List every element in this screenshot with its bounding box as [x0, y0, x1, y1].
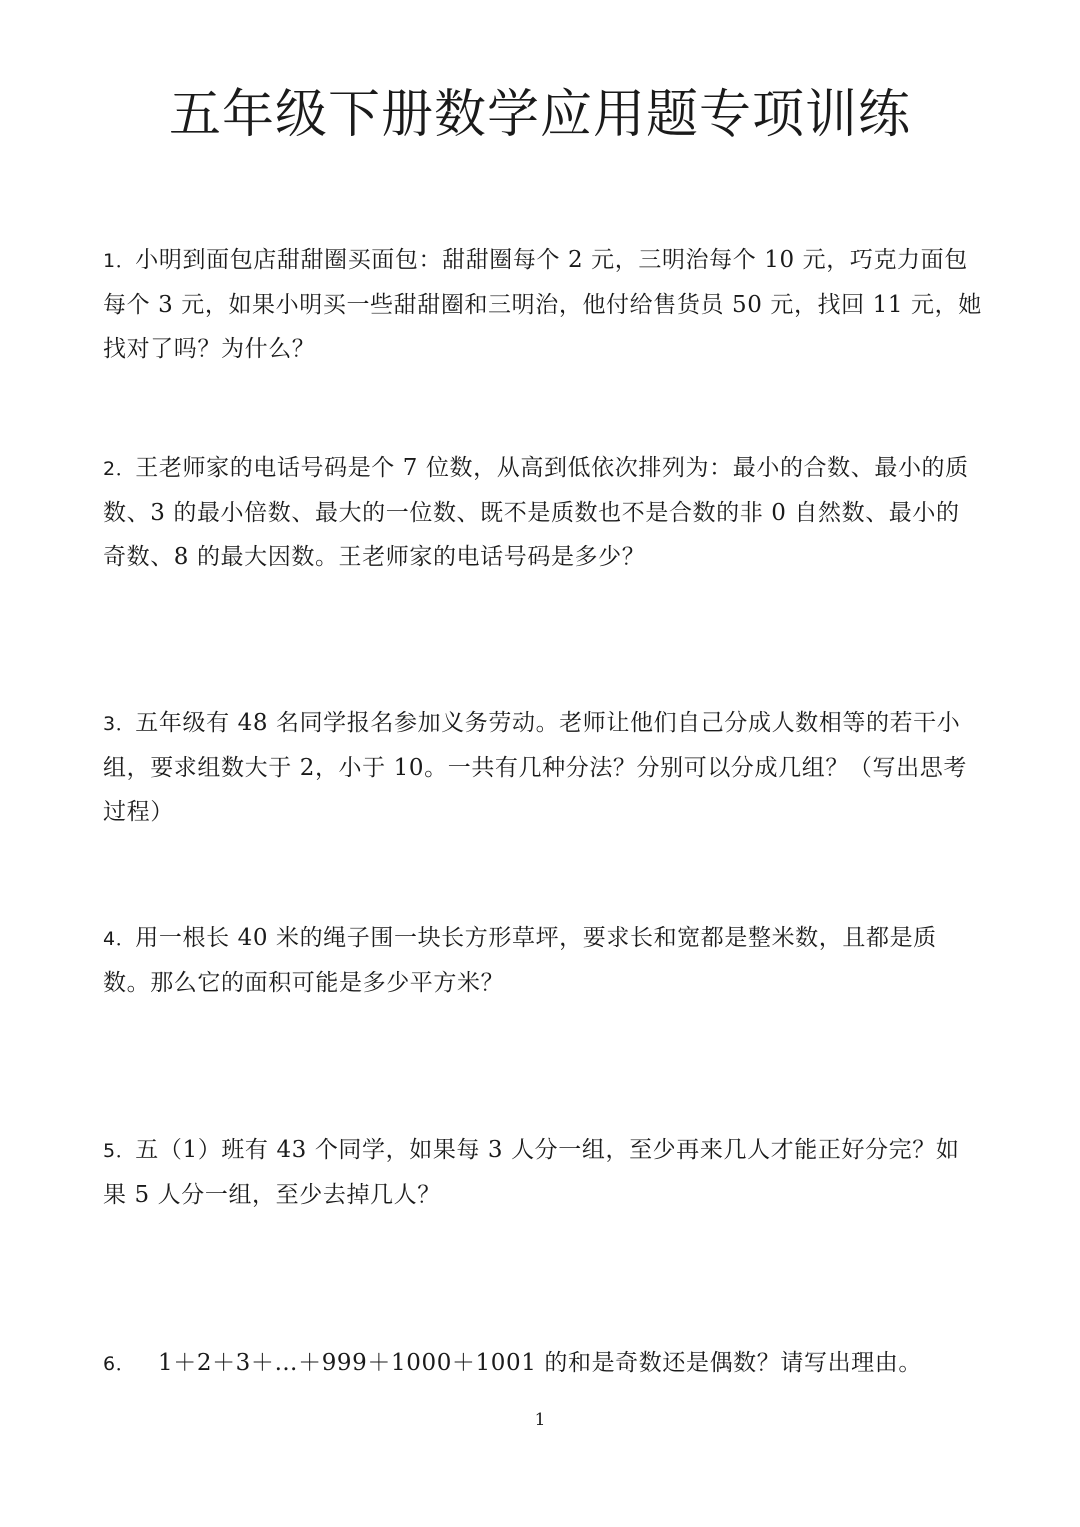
question-text: 王老师家的电话号码是个 7 位数，从高到低依次排列为：最小的合数、最小的质数、3 的最小倍数、最大的一位数、既不是质数也不是合数的非 0 自然数、最小的奇数、8 的最大因数。王老师家的电话号码是多少？: [103, 455, 969, 570]
question-3: [103, 701, 983, 834]
question-text: 用一根长 40 米的绳子围一块长方形草坪，要求长和宽都是整米数，且都是质数。那么它的面积可能是多少平方米？: [103, 925, 937, 996]
question-2: [103, 446, 983, 579]
question-6: [103, 1341, 983, 1386]
question-1: [103, 238, 983, 371]
question-number: 3．: [103, 713, 136, 735]
question-number: 6．: [103, 1353, 136, 1375]
question-number: 1．: [103, 250, 136, 272]
question-5: [103, 1128, 983, 1217]
question-text: 小明到面包店甜甜圈买面包：甜甜圈每个 2 元，三明治每个 10 元，巧克力面包每个 3 元，如果小明买一些甜甜圈和三明治，他付给售货员 50 元，找回 11 元，她找对了吗？为什么？: [103, 247, 982, 362]
question-number: 4．: [103, 928, 136, 950]
page-title: 五年级下册数学应用题专项训练: [168, 85, 911, 145]
question-text: 五（1）班有 43 个同学，如果每 3 人分一组，至少再来几人才能正好分完？如果 5 人分一组，至少去掉几人？: [103, 1137, 960, 1208]
question-number: 5．: [103, 1140, 136, 1162]
question-number: 2．: [103, 458, 136, 480]
question-text: 1＋2＋3＋…＋999＋1000＋1001 的和是奇数还是偶数？请写出理由。: [158, 1350, 922, 1376]
question-4: [103, 916, 983, 1005]
question-text: 五年级有 48 名同学报名参加义务劳动。老师让他们自己分成人数相等的若干小组，要求组数大于 2，小于 10。一共有几种分法？分别可以分成几组？（写出思考过程）: [103, 710, 967, 825]
page-number: 1: [534, 1410, 546, 1430]
